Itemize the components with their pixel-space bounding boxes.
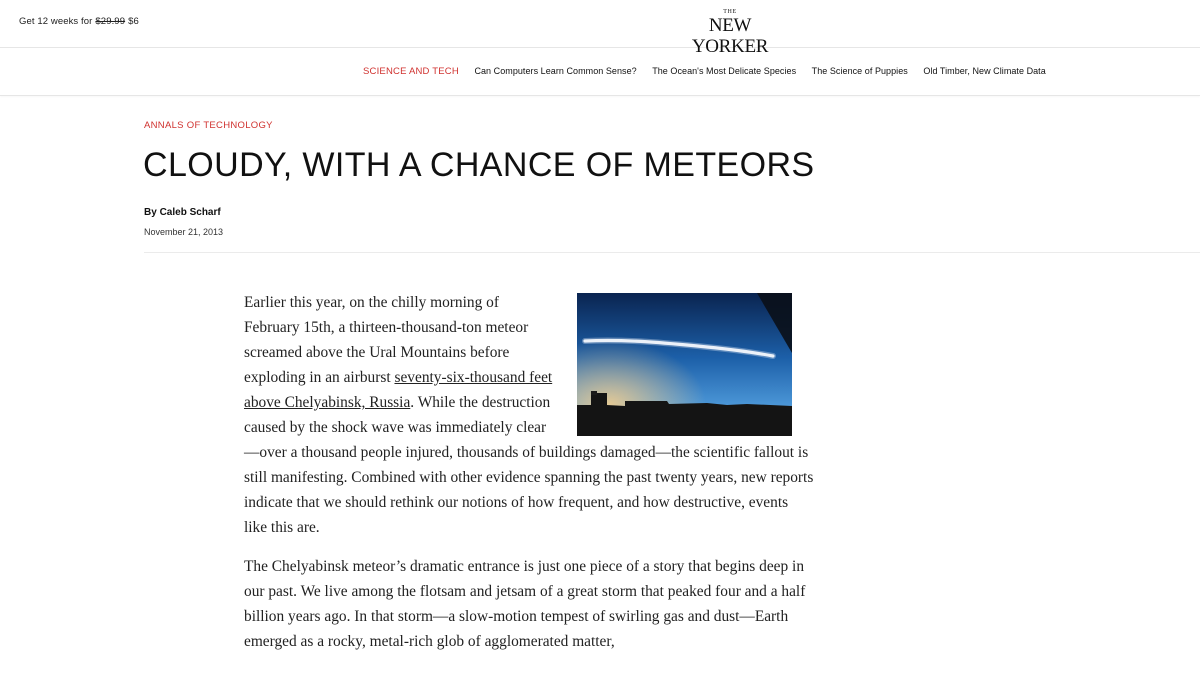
byline-prefix: By — [144, 207, 157, 218]
paragraph-2: The Chelyabinsk meteor’s dramatic entrance is just one piece of a story that begins deep in our past. We live among the flotsam and jetsam of a great storm that peaked four and a half billion years ago. In that storm—a slow-motion tempest of swirling gas and dust—Earth emerged as a rocky, metal-rich glob of agglomerated matter, — [244, 558, 806, 650]
nav-link-common-sense[interactable]: Can Computers Learn Common Sense? — [474, 66, 637, 76]
page-title: CLOUDY, WITH A CHANCE OF METEORS — [143, 146, 815, 184]
p1-text-after: . While the destruction caused by the shock wave was immediately clear—over a thousand people injured, thousands of buildings damaged—the scientific fallout is still manifesting. Combined with other evidence spanning the past twenty years, new reports indicate that we should rethink our notions of how frequent, and how destructive, events like this are. — [244, 394, 814, 536]
logo-the: THE — [723, 9, 737, 15]
top-bar — [0, 0, 1200, 57]
nav-link-delicate-species[interactable]: The Ocean's Most Delicate Species — [652, 66, 797, 76]
article-body — [244, 290, 814, 668]
nav-link-old-timber[interactable]: Old Timber, New Climate Data — [923, 66, 1046, 76]
byline — [144, 207, 221, 218]
p1-text-before: Earlier this year, on the chilly morning of February 15th, a thirteen-thousand-ton meteor screamed above the Ural Mountains before exploding in an airburst — [244, 294, 529, 386]
logo-wordmark: NEW YORKER — [691, 15, 769, 57]
promo-old-price: $29.99 — [95, 16, 126, 27]
rubric-link[interactable]: ANNALS OF TECHNOLOGY — [144, 120, 273, 131]
chelyabinsk-link[interactable]: seventy-six-thousand feet above Chelyabinsk, Russia — [244, 369, 553, 411]
promo-new-price: $6 — [128, 16, 139, 27]
subscription-promo-link[interactable] — [19, 16, 139, 27]
publish-date: November 21, 2013 — [144, 227, 224, 237]
section-nav — [0, 48, 1200, 96]
author-link[interactable]: Caleb Scharf — [159, 207, 221, 218]
header-divider — [144, 252, 1200, 253]
nav-link-science-puppies[interactable]: The Science of Puppies — [811, 66, 908, 76]
promo-text: Get 12 weeks for — [19, 16, 93, 27]
meteor-trail-photo[interactable] — [577, 293, 792, 436]
section-nav-row — [363, 66, 1059, 77]
meteor-photo-image — [577, 293, 792, 436]
section-link-science-tech[interactable]: SCIENCE AND TECH — [363, 66, 459, 77]
